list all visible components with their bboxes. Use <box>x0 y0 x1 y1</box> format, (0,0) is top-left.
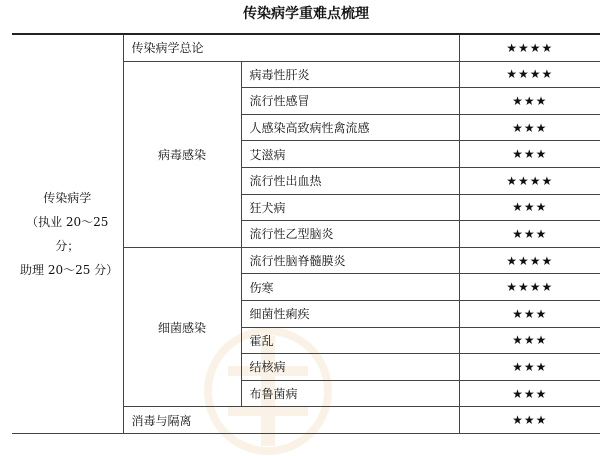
disease-label: 霍乱 <box>241 327 459 354</box>
rating-stars: ★★★ <box>459 380 600 407</box>
key-points-table <box>12 33 600 434</box>
disease-label: 细菌性痢疾 <box>241 300 459 327</box>
disease-label: 流行性脑脊髓膜炎 <box>241 247 459 274</box>
disease-label: 狂犬病 <box>241 194 459 221</box>
main-category-title: 传染病学 <box>43 190 92 205</box>
table-row <box>12 34 600 61</box>
rating-stars: ★★★ <box>459 114 600 141</box>
disease-label: 病毒性肝炎 <box>241 61 459 88</box>
disinfection-label: 消毒与隔离 <box>123 407 459 434</box>
main-category-assistant-scores: 助理 20～25 分） <box>20 262 119 277</box>
rating-stars: ★★★★ <box>459 167 600 194</box>
disease-label: 结核病 <box>241 354 459 381</box>
disease-label: 流行性乙型脑炎 <box>241 221 459 248</box>
rating-stars: ★★★ <box>459 300 600 327</box>
disease-label: 人感染高致病性禽流感 <box>241 114 459 141</box>
rating-stars: ★★★★ <box>459 34 600 61</box>
rating-stars: ★★★ <box>459 407 600 434</box>
disease-label: 流行性出血热 <box>241 167 459 194</box>
page-title: 传染病学重难点梳理 <box>243 6 369 22</box>
rating-stars: ★★★★ <box>459 274 600 301</box>
rating-stars: ★★★ <box>459 194 600 221</box>
rating-stars: ★★★★ <box>459 61 600 88</box>
rating-stars: ★★★ <box>459 327 600 354</box>
rating-stars: ★★★ <box>459 221 600 248</box>
main-category-cell <box>12 34 123 433</box>
disease-label: 布鲁菌病 <box>241 380 459 407</box>
rating-stars: ★★★ <box>459 141 600 168</box>
viral-category-cell: 病毒感染 <box>123 61 241 247</box>
bacterial-category-cell: 细菌感染 <box>123 247 241 407</box>
main-category-exam-scores: （执业 20～25 分； <box>26 214 109 253</box>
general-label: 传染病学总论 <box>123 34 459 61</box>
disease-label: 流行性感冒 <box>241 88 459 115</box>
rating-stars: ★★★★ <box>459 247 600 274</box>
disease-label: 伤寒 <box>241 274 459 301</box>
rating-stars: ★★★ <box>459 354 600 381</box>
rating-stars: ★★★ <box>459 88 600 115</box>
disease-label: 艾滋病 <box>241 141 459 168</box>
